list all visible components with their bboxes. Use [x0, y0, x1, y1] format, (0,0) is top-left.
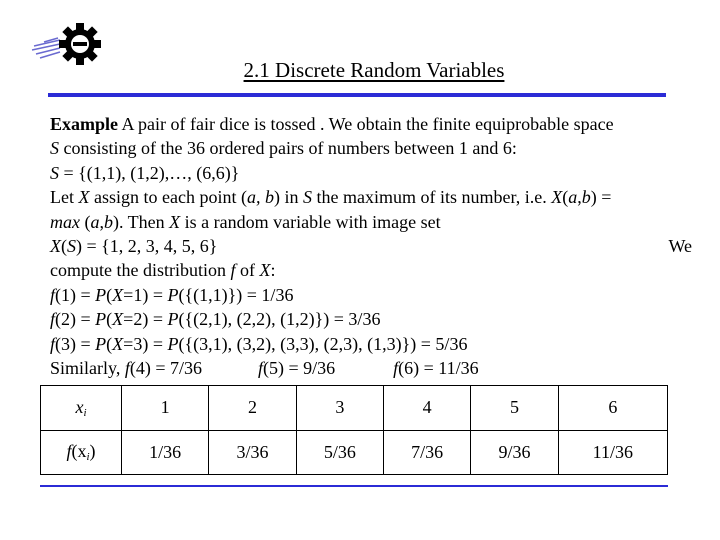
table-cell: 2 [209, 386, 296, 431]
table-cell: 1 [122, 386, 209, 431]
text-line: X(S) = {1, 2, 3, 4, 5, 6} We [50, 235, 692, 256]
table-cell: 1/36 [122, 430, 209, 475]
table-row [41, 386, 668, 431]
table-header-fx: $f(x_i)$ [41, 430, 122, 475]
equation-f1: f(1) = P(X=1) = P({(1,1)}) = 1/36 [50, 284, 294, 305]
table-cell: 5/36 [296, 430, 383, 475]
footer-divider [40, 485, 668, 487]
table-cell: 6 [558, 386, 667, 431]
page-title: 2.1 Discrete Random Variables [243, 58, 505, 82]
similarly-line: Similarly, f(4) = 7/36 f(5) = 9/36 f(6) = 11/36 [50, 357, 479, 378]
table-cell: 9/36 [471, 430, 558, 475]
distribution-table [40, 385, 668, 475]
equation-f2: f(2) = P(X=2) = P({(2,1), (2,2), (1,2)}) = 3/36 [50, 309, 381, 330]
table-cell: 3 [296, 386, 383, 431]
text-line: compute the distribution f of X: [50, 260, 276, 281]
equation-f3: f(3) = P(X=3) = P({(3,1), (3,2), (3,3), (2,3), (1,3)}) = 5/36 [50, 333, 468, 354]
table-cell: 3/36 [209, 430, 296, 475]
table-cell: 5 [471, 386, 558, 431]
table-cell: 4 [383, 386, 470, 431]
text-line: Example A pair of fair dice is tossed . We obtain the finite equiprobable space [50, 114, 614, 134]
text-line: Let X assign to each point (a, b) in S the maximum of its number, i.e. X(a,b) = [50, 187, 612, 208]
text-line: S consisting of the 36 ordered pairs of numbers between 1 and 6: [50, 138, 517, 159]
table-cell: 7/36 [383, 430, 470, 475]
table-row [41, 430, 668, 475]
table-header-x: $x_i$ [41, 386, 122, 431]
table-cell: 11/36 [558, 430, 667, 475]
example-text [50, 112, 692, 380]
text-line: S = {(1,1), (1,2),…, (6,6)} [50, 162, 240, 183]
text-line: max (a,b). Then X is a random variable with image set [50, 211, 441, 232]
title-divider [48, 93, 666, 97]
